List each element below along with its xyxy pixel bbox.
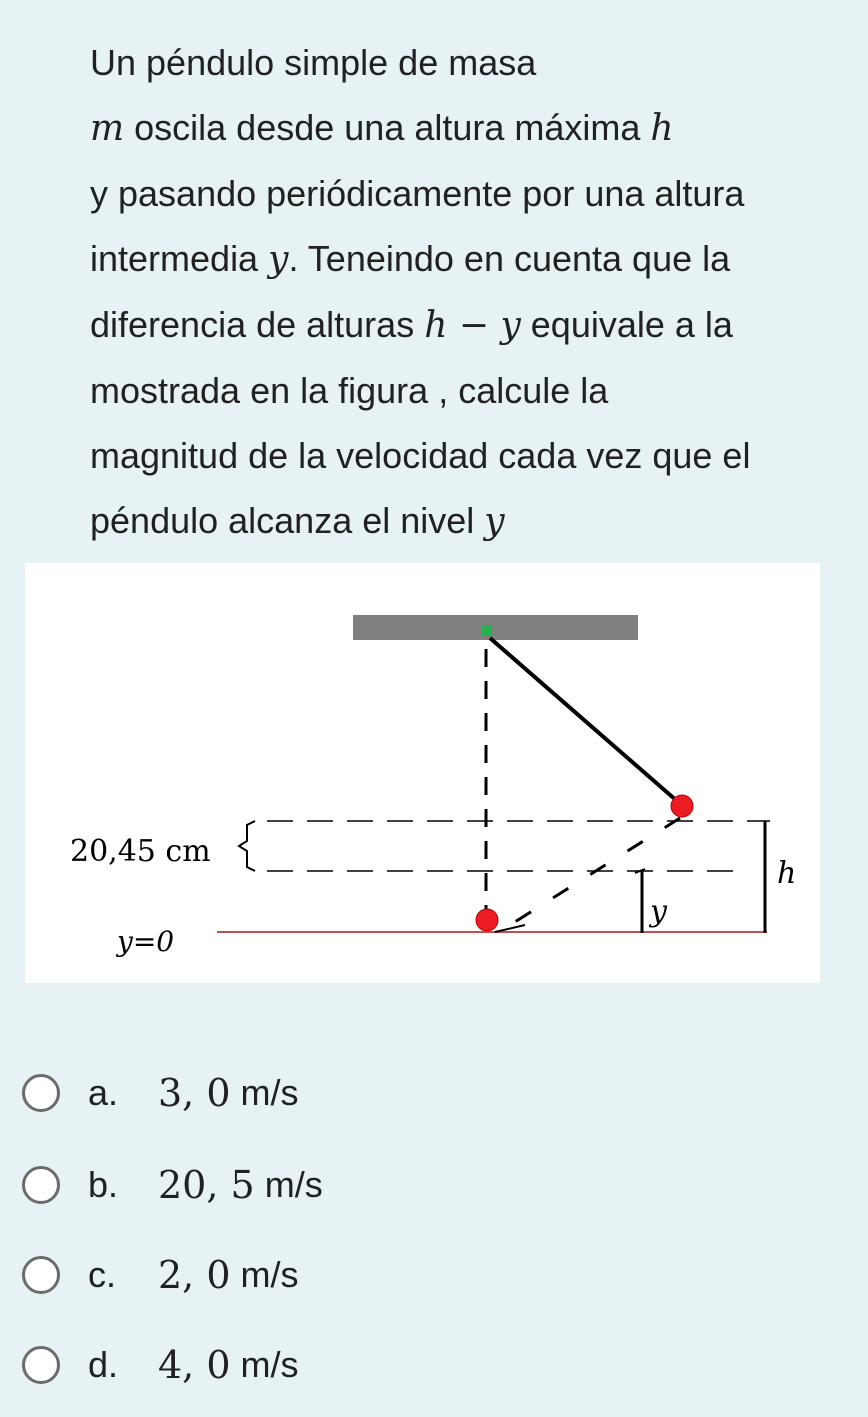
option-letter: d. [88,1344,119,1385]
radio-circle-icon[interactable] [22,1346,60,1384]
option-unit: m/s [240,1254,299,1295]
option-unit: m/s [240,1344,299,1385]
option-a[interactable] [22,1063,299,1123]
option-d[interactable] [22,1335,299,1395]
question-line-6: mostrada en la figura , calcule la [90,370,609,411]
question-line-8-text: péndulo alcanza el nivel [90,500,485,541]
option-b[interactable] [22,1155,323,1215]
option-value: 20, 5 [158,1163,255,1207]
option-value: 3, 0 [158,1071,231,1115]
height-difference-label: 20,45 cm [70,834,211,869]
option-value: 4, 0 [158,1343,231,1387]
y-variable: y [268,239,289,280]
h-label: h [777,856,797,891]
radio-circle-icon[interactable] [22,1074,60,1112]
radio-circle-icon[interactable] [22,1256,60,1294]
question-line-4-tail: . Teneindo en cuenta que la [288,238,731,279]
question-line-3: y pasando periódicamente por una altura [90,173,745,214]
question-line-7: magnitud de la velocidad cada vez que el [90,435,751,476]
question-line-1: Un péndulo simple de masa [90,42,537,83]
mass-variable: m [90,108,125,149]
height-difference-brace [239,821,255,871]
option-letter: a. [88,1072,119,1113]
height-difference-expression: h − y [424,305,521,346]
option-unit: m/s [240,1072,299,1113]
option-letter: c. [88,1254,117,1295]
question-line-2-text: oscila desde una altura máxima [124,107,651,148]
question-line-2 [90,95,850,161]
option-c[interactable] [22,1245,299,1305]
radio-circle-icon[interactable] [22,1166,60,1204]
option-letter: b. [88,1164,119,1205]
y-zero-label: y=0 [117,925,175,958]
option-unit: m/s [264,1164,323,1205]
question-text [90,30,850,554]
question-line-5-tail: equivale a la [520,304,733,345]
pendulum-figure [25,563,820,983]
question-line-8 [90,488,850,554]
pendulum-string [490,638,677,801]
lower-bob [476,909,498,931]
upper-bob [671,795,693,817]
question-line-4 [90,226,850,292]
height-variable: h [650,108,674,149]
question-line-5-text: diferencia de alturas [90,304,425,345]
lower-bob-tick [495,925,525,932]
question-line-4-text: intermedia [90,238,269,279]
y-label: y [650,894,667,929]
support-bar [353,615,638,640]
pivot-point [482,626,492,636]
y-level-variable: y [484,501,505,542]
option-value: 2, 0 [158,1253,231,1297]
question-line-5 [90,292,850,358]
